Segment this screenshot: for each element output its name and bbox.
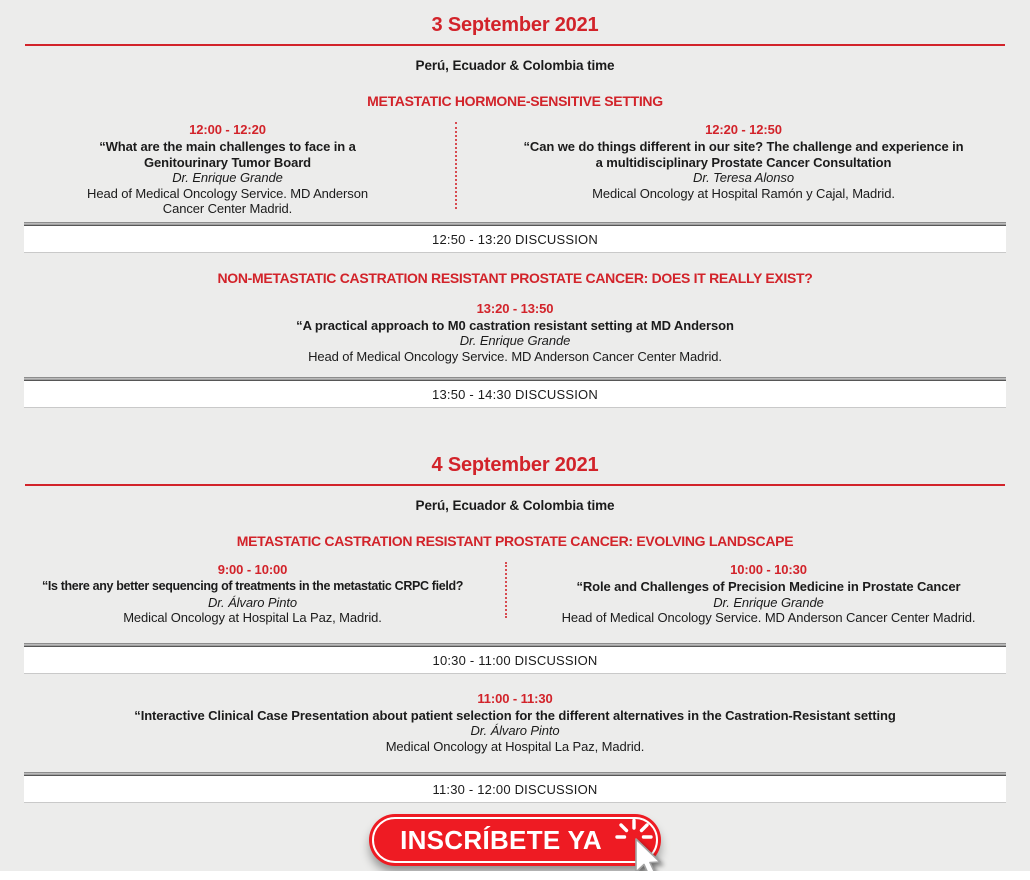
day2-session-left — [0, 562, 505, 626]
day1-title: 3 September 2021 — [431, 14, 599, 36]
day1-section1-heading: METASTATIC HORMONE-SENSITIVE SETTING — [367, 93, 663, 109]
discussion-label: 10:30 - 11:00 DISCUSSION — [432, 652, 598, 668]
day2-title: 4 September 2021 — [431, 454, 599, 476]
talk-affiliation: Head of Medical Oncology Service. MD Anderson Cancer Center Madrid. — [308, 348, 722, 364]
page-bottom-edge — [0, 871, 1030, 880]
talk-title: “Role and Challenges of Precision Medicine in Prostate Cancer — [576, 579, 961, 594]
day2-title-rule — [25, 484, 1005, 486]
talk-affiliation: Medical Oncology at Hospital La Paz, Madrid. — [385, 738, 645, 754]
day1-section2-heading: NON-METASTATIC CASTRATION RESISTANT PROSTATE CANCER: DOES IT REALLY EXIST? — [217, 269, 813, 286]
inscribete-button-label: INSCRÍBETE YA — [400, 825, 602, 855]
discussion-band — [24, 222, 1006, 253]
talk-speaker: Dr. Enrique Grande — [713, 594, 824, 610]
talk-time: 11:00 - 11:30 — [477, 690, 553, 706]
day1-section — [0, 0, 1030, 408]
talk-time: 10:00 - 10:30 — [730, 562, 807, 577]
day1-session2 — [0, 301, 1030, 365]
talk-affiliation: Medical Oncology at Hospital La Paz, Madrid. — [123, 610, 382, 625]
day2-section1-heading: METASTATIC CASTRATION RESISTANT PROSTATE CANCER: EVOLVING LANDSCAPE — [236, 533, 794, 549]
day1-session-right — [457, 122, 1030, 201]
discussion-label: 12:50 - 13:20 DISCUSSION — [432, 231, 598, 247]
talk-time: 12:20 - 12:50 — [705, 122, 782, 137]
day2-session-right — [507, 562, 1030, 626]
talk-affiliation: Medical Oncology at Hospital Ramón y Cajal, Madrid. — [592, 185, 895, 201]
day1-session-left — [0, 122, 455, 217]
discussion-label: 11:30 - 12:00 DISCUSSION — [432, 782, 598, 797]
talk-title: “A practical approach to M0 castration resistant setting at MD Anderson — [296, 317, 734, 333]
talk-title: “Can we do things different in our site? The challenge and experience in a multidisciplinary Prostate Cancer Consultation — [523, 139, 964, 170]
talk-speaker: Dr. Teresa Alonso — [693, 170, 794, 185]
day1-session-columns — [0, 122, 1030, 217]
talk-speaker: Dr. Enrique Grande — [172, 170, 283, 185]
discussion-band — [24, 377, 1006, 408]
talk-title: “What are the main challenges to face in a Genitourinary Tumor Board — [99, 139, 356, 170]
discussion-band — [24, 772, 1006, 803]
day2-timezone: Perú, Ecuador & Colombia time — [415, 498, 615, 513]
day2-section — [0, 408, 1030, 803]
discussion-label: 13:50 - 14:30 DISCUSSION — [432, 387, 598, 402]
talk-speaker: Dr. Enrique Grande — [459, 333, 571, 348]
talk-speaker: Dr. Álvaro Pinto — [208, 594, 297, 610]
day2-session-columns — [0, 562, 1030, 626]
talk-affiliation: Head of Medical Oncology Service. MD Anderson Cancer Center Madrid. — [561, 610, 976, 625]
talk-speaker: Dr. Álvaro Pinto — [470, 723, 560, 738]
day1-timezone: Perú, Ecuador & Colombia time — [415, 58, 615, 73]
talk-title: “Is there any better sequencing of treatments in the metastatic CRPC field? — [41, 579, 464, 593]
day2-session2 — [0, 691, 1030, 755]
talk-title: “Interactive Clinical Case Presentation about patient selection for the different alternatives in the Castration-Resistant setting — [134, 707, 896, 723]
day1-title-rule — [25, 44, 1005, 46]
talk-time: 12:00 - 12:20 — [189, 122, 266, 137]
talk-time: 9:00 - 10:00 — [217, 562, 288, 577]
talk-time: 13:20 - 13:50 — [476, 300, 554, 316]
discussion-band — [24, 643, 1006, 674]
inscribete-button[interactable] — [369, 814, 661, 866]
talk-affiliation: Head of Medical Oncology Service. MD Anderson Cancer Center Madrid. — [87, 185, 368, 216]
